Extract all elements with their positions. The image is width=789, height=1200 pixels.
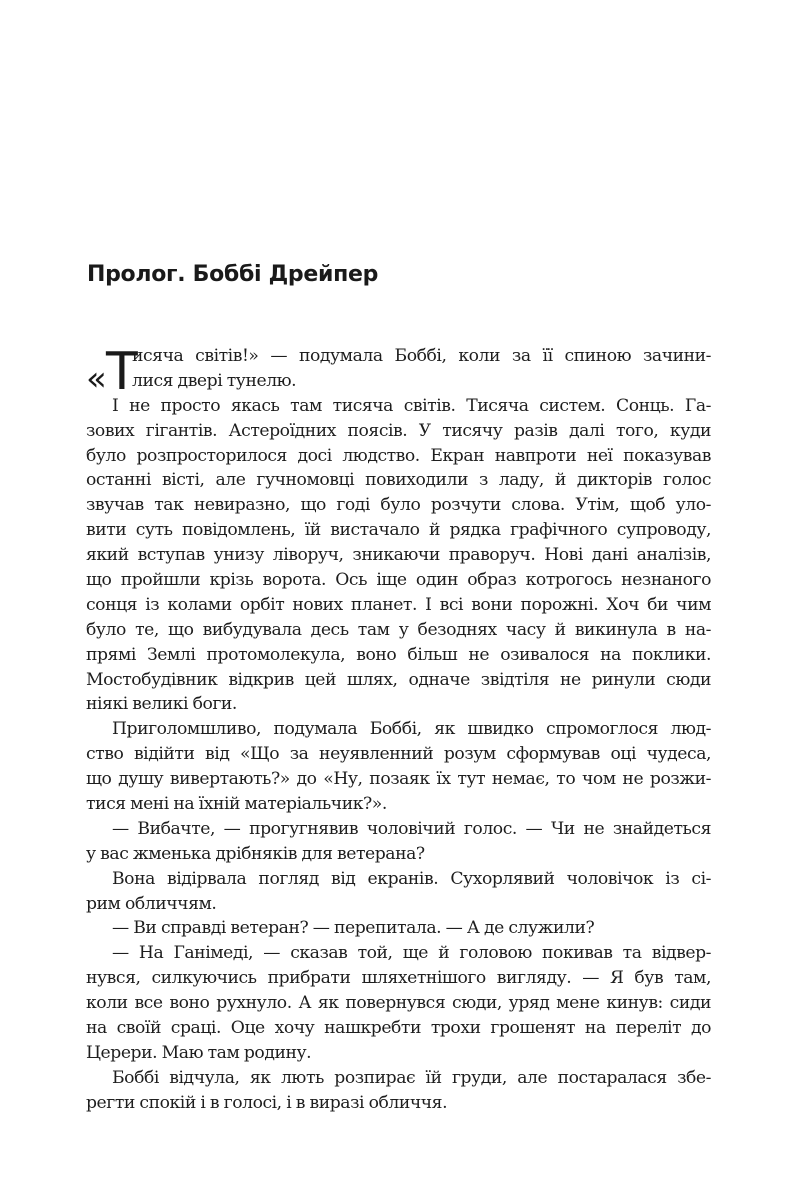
text-line: регти спокій і в голосі, і в виразі обличчя. <box>86 1092 448 1113</box>
text-line: що душу вивертають?» до «Ну, позаяк їх тут немає, то чом не розжи- <box>86 769 711 790</box>
text-line: ніякі великі боги. <box>86 694 237 715</box>
dropcap-quote: « <box>86 359 107 399</box>
text-line: ство відійти від «Що за неуявленний розум сформував оці чудеса, <box>86 744 711 765</box>
text-line: — Вибачте, — прогугнявив чоловічий голос. — Чи не знайдеться <box>112 818 711 839</box>
text-line: лися двері тунелю. <box>132 370 297 391</box>
text-line: — Ви справді ветеран? — перепитала. — А де служили? <box>112 918 595 939</box>
text-line: нувся, силкуючись прибрати шляхетнішого вигляду. — Я був там, <box>86 968 711 989</box>
dropcap <box>86 342 138 402</box>
text-line: исяча світів!» — подумала Боббі, коли за її спиною зачини- <box>132 346 711 366</box>
text-line: вити суть повідомлень, їй вистачало й рядка графічного супроводу, <box>86 520 711 541</box>
text-line: Боббі відчула, як лють розпирає їй груди, але постаралася збе- <box>112 1067 711 1088</box>
paragraph <box>86 1066 711 1116</box>
text-line: тися мені на їхній матеріальчик?». <box>86 794 387 815</box>
text-line: на своїй сраці. Оце хочу нашкребти трохи грошенят на переліт до <box>86 1018 711 1039</box>
paragraph <box>86 344 711 399</box>
text-line: у вас жменька дрібняків для ветерана? <box>86 843 425 864</box>
paragraphs <box>86 344 711 1116</box>
text-line: Церери. Маю там родину. <box>86 1042 312 1063</box>
text-line: Мостобудівник відкрив цей шлях, одначе звідтіля не ринули сюди <box>86 669 711 690</box>
paragraph <box>86 916 711 941</box>
text-line: що пройшли крізь ворота. Ось іще один образ котрогось незнаного <box>86 570 711 591</box>
paragraph <box>86 394 711 718</box>
text-line: рим обличчям. <box>86 893 217 914</box>
paragraph <box>86 717 711 817</box>
text-line: який вступав унизу ліворуч, зникаючи праворуч. Нові дані аналізів, <box>86 545 711 566</box>
paragraph <box>86 867 711 917</box>
text-line: Вона відірвала погляд від екранів. Сухорлявий чоловічок із сі- <box>112 868 711 889</box>
text-line: сонця із колами орбіт нових планет. І всі вони порожні. Хоч би чим <box>86 594 711 615</box>
text-line: було те, що вибудувала десь там у безоднях часу й викинула в на- <box>86 619 711 640</box>
text-line: прямі Землі протомолекула, воно більш не озивалося на поклики. <box>86 644 711 665</box>
text-line: коли все воно рухнуло. А як повернувся сюди, уряд мене кинув: сиди <box>86 993 711 1014</box>
text-line: звучав так невиразно, що годі було розчути слова. Утім, щоб уло- <box>86 495 711 516</box>
dropcap-letter: Т <box>106 342 138 402</box>
text-line: було розпросторилося досі людство. Екран навпроти неї показував <box>86 445 711 466</box>
paragraph <box>86 941 711 1065</box>
text-line: зових гігантів. Астероїдних поясів. У тисячу разів далі того, куди <box>86 420 711 441</box>
text-line: І не просто якась там тисяча світів. Тисяча систем. Сонць. Га- <box>112 395 711 416</box>
text-line: — На Ганімеді, — сказав той, ще й головою покивав та відвер- <box>112 943 711 964</box>
text-line: Приголомшливо, подумала Боббі, як швидко спромоглося люд- <box>112 719 711 740</box>
paragraph <box>86 817 711 867</box>
text-line: останні вісті, але гучномовці повиходили з ладу, й дикторів голос <box>86 470 711 491</box>
chapter-title: Пролог. Боббі Дрейпер <box>87 262 379 287</box>
body-text <box>86 344 711 1116</box>
